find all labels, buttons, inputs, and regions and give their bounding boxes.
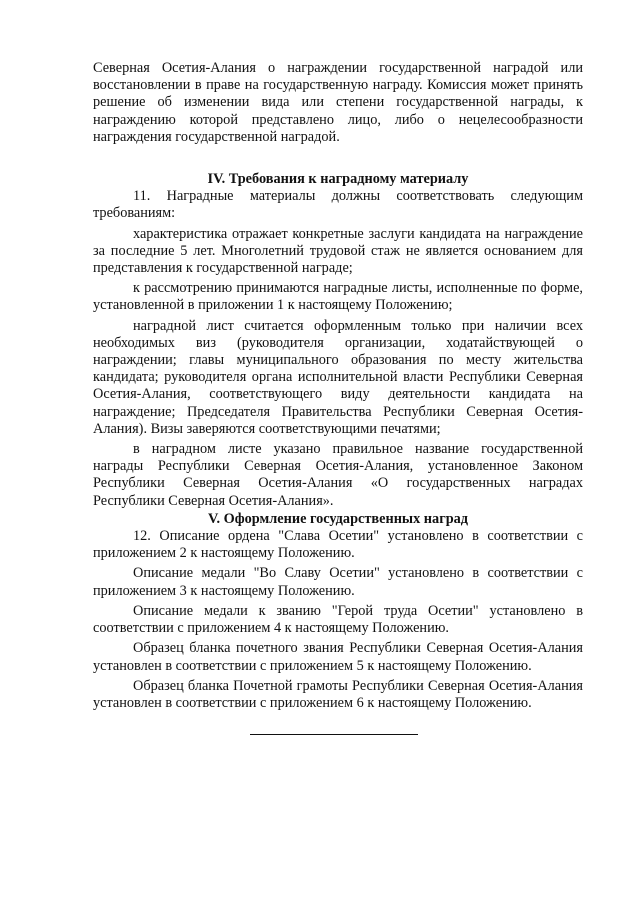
section-5-title: V. Оформление государственных наград — [207, 510, 469, 527]
section-5-paragraph-2: Описание медали "Во Славу Осетии" установлено в соответствии с приложением 3 к настоящему Положению. — [93, 565, 583, 599]
section-5-paragraph-5: Образец бланка Почетной грамоты Республики Северная Осетия-Алания установлен в соответствии с приложением 6 к настоящему Положению. — [93, 677, 583, 711]
section-5-paragraph-4: Образец бланка почетного звания Республики Северная Осетия-Алания установлен в соответствии с приложением 5 к настоящему Положению. — [93, 640, 583, 674]
intro-paragraph: Северная Осетия-Алания о награждении государственной наградой или восстановлении в праве на государственную награду. Комиссия может принять решение об изменении вида или степени государственной награды, к награждению которой представлено лицо, либо о нецелесообразности награждения государственной наградой. — [93, 60, 583, 145]
section-4-paragraph-2: характеристика отражает конкретные заслуги кандидата на награждение за последние 5 лет. Многолетний трудовой стаж не является основанием для представления к государственной награде; — [93, 225, 583, 277]
section-4-paragraph-4: наградной лист считается оформленным только при наличии всех необходимых виз (руководителя организации, ходатайствующей о награждении; главы муниципального образования по месту жительства кандидата; руководителя органа исполнительной власти Республики Северная Осетия-Алания, соответствующего виду деятельности кандидата на награждение; Председателя Правительства Республики Северная Осетия-Алания). Визы заверяются соответствующими печатями; — [93, 317, 583, 437]
section-4-title: IV. Требования к наградному материалу — [207, 171, 469, 188]
section-4-paragraph-1: 11. Наградные материалы должны соответствовать следующим требованиям: — [93, 188, 583, 222]
end-divider-line — [250, 734, 418, 735]
section-4-paragraph-3: к рассмотрению принимаются наградные листы, исполненные по форме, установленной в приложении 1 к настоящему Положению; — [93, 280, 583, 314]
document-page — [93, 60, 583, 712]
section-4-paragraph-5: в наградном листе указано правильное название государственной награды Республики Северная Осетия-Алания, установленное Законом Республики Северная Осетия-Алания «О государственных наградах Республики Северная Осетия-Алания». — [93, 441, 583, 509]
section-5-paragraph-1: 12. Описание ордена "Слава Осетии" установлено в соответствии с приложением 2 к настоящему Положению. — [93, 528, 583, 562]
section-5-paragraph-3: Описание медали к званию "Герой труда Осетии" установлено в соответствии с приложением 4 к настоящему Положению. — [93, 602, 583, 637]
